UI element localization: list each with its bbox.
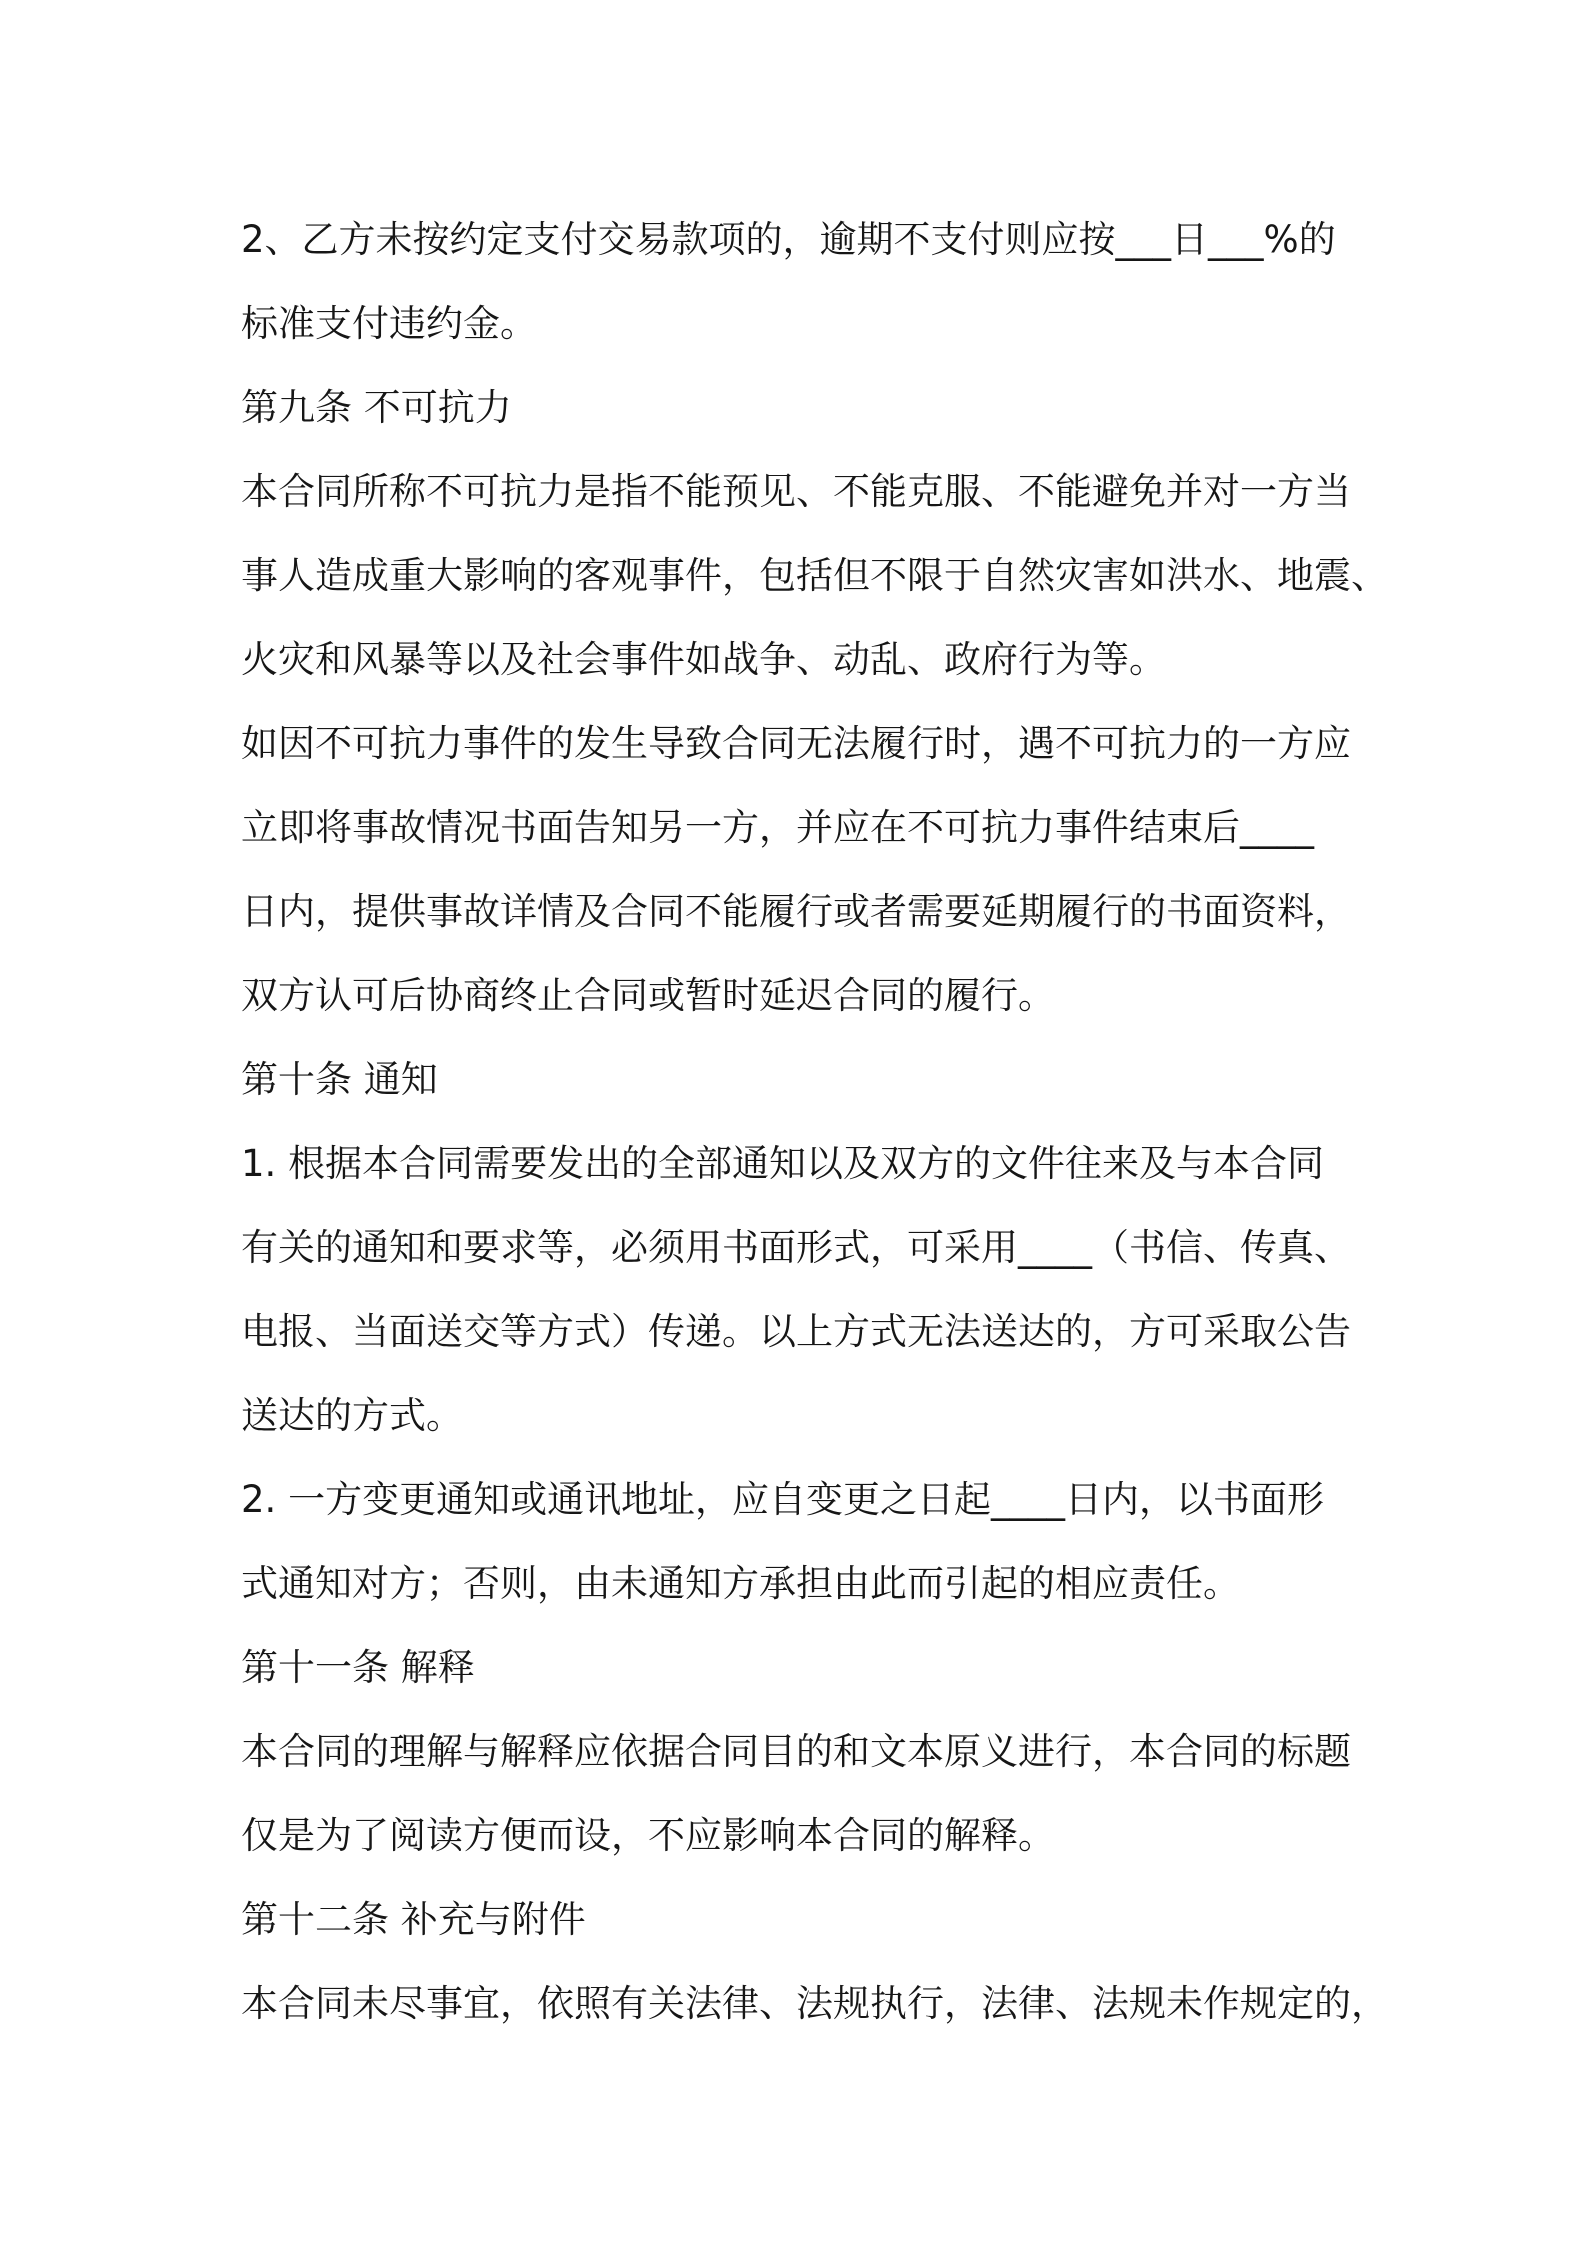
article-10-item-2-line-2: 式通知对方；否则，由未通知方承担由此而引起的相应责任。 [241, 1562, 1240, 1605]
document-body [241, 198, 1388, 2046]
article-9-paragraph-1-line-1: 本合同所称不可抗力是指不能预见、不能克服、不能避免并对一方当 [241, 470, 1351, 513]
article-9-paragraph-1-line-3: 火灾和风暴等以及社会事件如战争、动乱、政府行为等。 [241, 638, 1166, 681]
article-9-paragraph-2-line-3: 日内，提供事故详情及合同不能履行或者需要延期履行的书面资料， [241, 890, 1351, 933]
article-12-paragraph-line-1: 本合同未尽事宜，依照有关法律、法规执行，法律、法规未作规定的， [241, 1982, 1388, 2025]
article-10-heading: 第十条 通知 [241, 1058, 438, 1101]
article-9-paragraph-2-line-4: 双方认可后协商终止合同或暂时延迟合同的履行。 [241, 974, 1055, 1017]
article-10-item-2-line-1: 2. 一方变更通知或通讯地址，应自变更之日起____日内，以书面形 [241, 1478, 1325, 1521]
article-10-item-1-line-4: 送达的方式。 [241, 1394, 463, 1437]
article-11-heading: 第十一条 解释 [241, 1646, 475, 1689]
article-9-heading: 第九条 不可抗力 [241, 386, 512, 429]
clause-8-item-2-line-2: 标准支付违约金。 [241, 302, 537, 345]
article-11-paragraph-line-2: 仅是为了阅读方便而设，不应影响本合同的解释。 [241, 1814, 1055, 1857]
article-9-paragraph-2-line-1: 如因不可抗力事件的发生导致合同无法履行时，遇不可抗力的一方应 [241, 722, 1351, 765]
article-10-item-1-line-3: 电报、当面送交等方式）传递。以上方式无法送达的，方可采取公告 [241, 1310, 1351, 1353]
article-9-paragraph-1-line-2: 事人造成重大影响的客观事件，包括但不限于自然灾害如洪水、地震、 [241, 554, 1388, 597]
article-9-paragraph-2-line-2: 立即将事故情况书面告知另一方，并应在不可抗力事件结束后____ [241, 806, 1314, 849]
article-11-paragraph-line-1: 本合同的理解与解释应依据合同目的和文本原义进行，本合同的标题 [241, 1730, 1351, 1773]
clause-8-item-2-line-1: 2、乙方未按约定支付交易款项的，逾期不支付则应按___日___%的 [241, 218, 1336, 261]
article-10-item-1-line-2: 有关的通知和要求等，必须用书面形式，可采用____（书信、传真、 [241, 1226, 1351, 1269]
article-10-item-1-line-1: 1. 根据本合同需要发出的全部通知以及双方的文件往来及与本合同 [241, 1142, 1325, 1185]
article-12-heading: 第十二条 补充与附件 [241, 1898, 586, 1941]
